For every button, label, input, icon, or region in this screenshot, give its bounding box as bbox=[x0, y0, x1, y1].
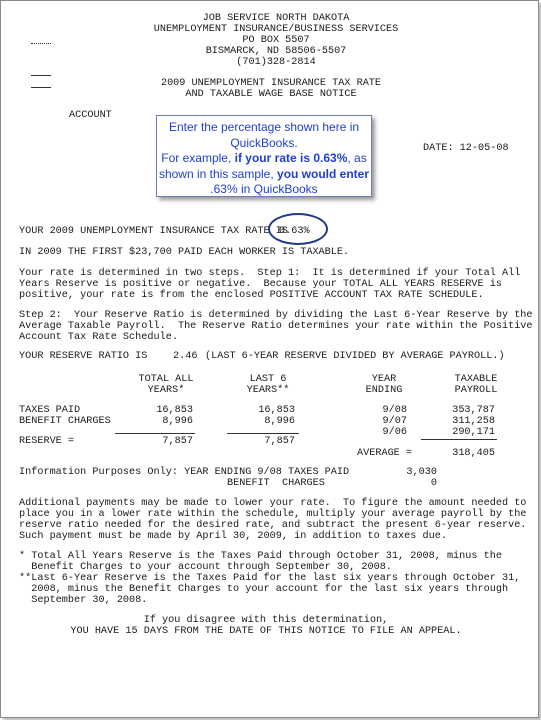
footnote-line: September 30, 2008. bbox=[19, 595, 148, 606]
reserve-ratio-note: (LAST 6-YEAR RESERVE DIVIDED BY AVERAGE PAYROLL.) bbox=[205, 351, 505, 362]
footnote-line: * Total All Years Reserve is the Taxes Paid through October 31, 2008, minus the bbox=[19, 551, 502, 562]
reserve-label: RESERVE = bbox=[19, 436, 75, 447]
instruction-callout bbox=[156, 115, 372, 197]
callout-line: Enter the percentage shown here in bbox=[168, 120, 360, 134]
sum-rule bbox=[421, 439, 497, 440]
col-header-taxable-sub: PAYROLL bbox=[454, 385, 498, 396]
cell-year: 9/08 bbox=[382, 405, 407, 416]
closing-line1: If you disagree with this determination, bbox=[143, 615, 389, 626]
cell-payroll: 311,258 bbox=[452, 416, 495, 427]
paragraph-line: positive, your rate is from the enclosed POSITIVE ACCOUNT TAX RATE SCHEDULE. bbox=[19, 290, 484, 301]
rate-value: 0.63% bbox=[279, 226, 310, 237]
footnote-line: 2008, minus the Benefit Charges to your account for the last six years through bbox=[19, 584, 509, 595]
agency-city: BISMARCK, ND 58506-5507 bbox=[205, 46, 347, 57]
average-label: AVERAGE = bbox=[357, 448, 413, 459]
cell-payroll: 290,171 bbox=[452, 427, 495, 438]
col-header-total-all: TOTAL ALL bbox=[138, 374, 194, 385]
info-line1-label: Information Purposes Only: YEAR ENDING 9/08 TAXES PAID bbox=[19, 467, 350, 478]
col-header-last6: LAST 6 bbox=[249, 374, 287, 385]
info-line1-value: 3,030 bbox=[406, 467, 437, 478]
agency-division: UNEMPLOYMENT INSURANCE/BUSINESS SERVICES bbox=[153, 24, 399, 35]
notice-title-line1: 2009 UNEMPLOYMENT INSURANCE TAX RATE bbox=[160, 78, 382, 89]
col-header-total-all-sub: YEARS* bbox=[147, 385, 185, 396]
callout-line: .63% in QuickBooks bbox=[210, 182, 318, 196]
paragraph-line: Average Taxable Payroll. The Reserve Ratio determines your rate within the Positive bbox=[19, 321, 533, 332]
rate-highlight-oval bbox=[268, 213, 328, 245]
info-line2-value: 0 bbox=[430, 478, 437, 489]
closing-line2: YOU HAVE 15 DAYS FROM THE DATE OF THIS NOTICE TO FILE AN APPEAL. bbox=[70, 626, 462, 637]
col-header-year-sub: ENDING bbox=[365, 385, 403, 396]
cell-total-all: 16,853 bbox=[156, 405, 193, 416]
rate-label: YOUR 2009 UNEMPLOYMENT INSURANCE TAX RATE IS bbox=[19, 226, 288, 237]
paragraph-line: place you in a lower rate within the schedule, multiply your average payroll by the bbox=[19, 509, 527, 520]
col-header-year: YEAR bbox=[371, 374, 397, 385]
callout-line: QuickBooks. bbox=[230, 135, 298, 150]
paragraph-line: Years Reserve is positive or negative. Because your TOTAL ALL YEARS RESERVE is bbox=[19, 279, 502, 290]
cell-year: 9/06 bbox=[382, 427, 407, 438]
col-header-last6-sub: YEARS** bbox=[246, 385, 290, 396]
cell-last6: 16,853 bbox=[258, 405, 295, 416]
cell-last6: 8,996 bbox=[264, 416, 295, 427]
footnote-line: **Last 6-Year Reserve is the Taxes Paid for the last six years through October 31, bbox=[19, 573, 521, 584]
reserve-last6: 7,857 bbox=[264, 436, 295, 447]
account-label: ACCOUNT bbox=[69, 110, 112, 121]
agency-name: JOB SERVICE NORTH DAKOTA bbox=[202, 13, 350, 24]
margin-mark bbox=[31, 87, 51, 88]
agency-phone: (701)328-2814 bbox=[236, 57, 316, 68]
footnote-line: Benefit Charges to your account through September 30, 2008. bbox=[19, 562, 392, 573]
cell-total-all: 8,996 bbox=[162, 416, 193, 427]
paragraph-line: Additional payments may be made to lower your rate. To figure the amount needed to bbox=[19, 498, 527, 509]
reserve-ratio-value: 2.46 bbox=[173, 351, 198, 362]
info-line2-label: BENEFIT CHARGES bbox=[227, 478, 325, 489]
paragraph-line: Step 2: Your Reserve Ratio is determined by dividing the Last 6-Year Reserve by the bbox=[19, 310, 533, 321]
callout-line: shown in this sample, you would enter bbox=[158, 166, 370, 181]
col-header-taxable: TAXABLE bbox=[454, 374, 498, 385]
reserve-total-all: 7,857 bbox=[162, 436, 193, 447]
paragraph-line: reserve ratio needed for the desired rate, and subtract the present 6-year reserve. bbox=[19, 520, 527, 531]
average-value: 318,405 bbox=[452, 448, 495, 459]
cell-payroll: 353,787 bbox=[452, 405, 495, 416]
margin-mark bbox=[31, 75, 51, 76]
sum-rule bbox=[115, 433, 195, 434]
notice-date: DATE: 12-05-08 bbox=[423, 143, 509, 154]
notice-title-line2: AND TAXABLE WAGE BASE NOTICE bbox=[185, 89, 357, 100]
paragraph-line: Your rate is determined in two steps. Step 1: It is determined if your Total All bbox=[19, 268, 521, 279]
paragraph-line: Account Tax Rate Schedule. bbox=[19, 332, 178, 343]
callout-line: For example, if your rate is 0.63%, as bbox=[161, 151, 367, 165]
row-label-taxes-paid: TAXES PAID bbox=[19, 405, 81, 416]
paragraph-line: Such payment must be made by April 30, 2009, in addition to taxes due. bbox=[19, 531, 447, 542]
margin-mark bbox=[31, 43, 51, 44]
cell-year: 9/07 bbox=[382, 416, 407, 427]
taxable-wage-line: IN 2009 THE FIRST $23,700 PAID EACH WORKER IS TAXABLE. bbox=[19, 247, 350, 258]
reserve-ratio-label: YOUR RESERVE RATIO IS bbox=[19, 351, 148, 362]
row-label-benefit-charges: BENEFIT CHARGES bbox=[19, 416, 111, 427]
agency-po-box: PO BOX 5507 bbox=[242, 35, 310, 46]
sum-rule bbox=[227, 433, 299, 434]
